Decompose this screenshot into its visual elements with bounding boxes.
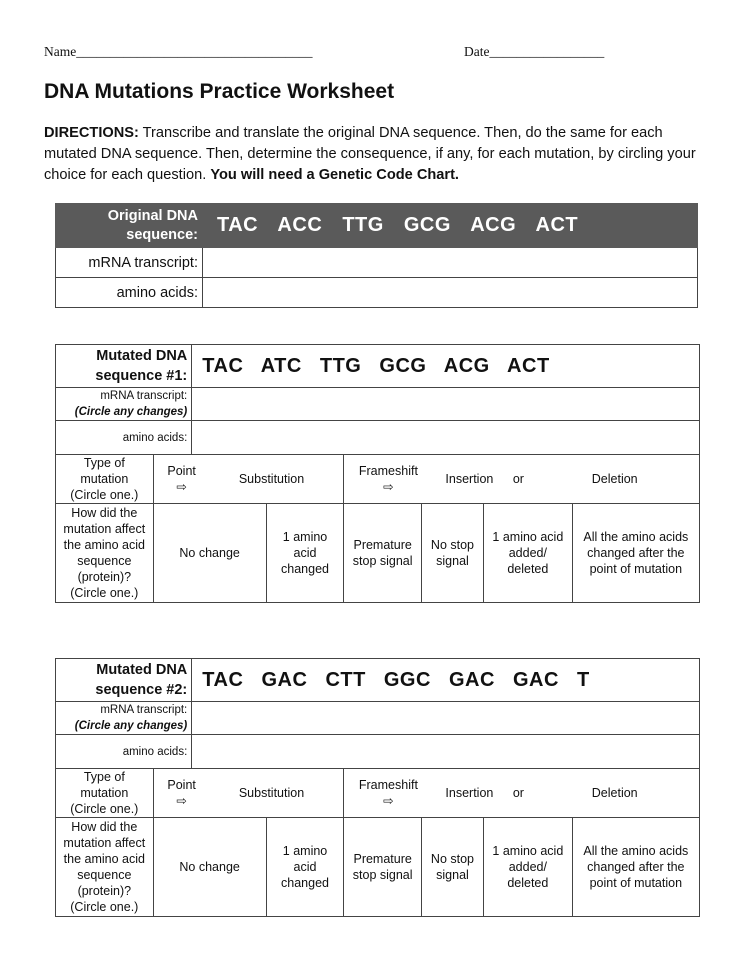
frameshift-label: Frameshift — [358, 464, 418, 478]
effect-all-changed[interactable]: All the amino acids changed after the point of mutation — [572, 818, 699, 917]
original-sequence-label: Original DNA sequence: — [56, 204, 203, 248]
mutation-table-2 — [55, 658, 700, 917]
original-dna-table — [55, 203, 698, 308]
mutation-2-mrna-label: mRNA transcript: (Circle any changes) — [56, 702, 192, 735]
directions-label: DIRECTIONS: — [44, 125, 139, 141]
directions — [44, 123, 714, 186]
arrow-icon: ⇨ — [176, 480, 187, 494]
deletion-option[interactable]: Deletion — [591, 786, 638, 800]
directions-text: Transcribe and translate the original DNA sequence. Then, do the same for each mutated DNA sequence. Then, determine the consequence, if any, for each mutation, by circling your choice for each question. — [44, 125, 696, 183]
original-sequence: TAC ACC TTG GCG ACG ACT — [203, 204, 698, 248]
mutation-table-1 — [55, 344, 700, 603]
mutation-2-point-option[interactable] — [153, 769, 344, 818]
insertion-option[interactable]: Insertion — [445, 786, 494, 800]
mutation-1-mrna-answer[interactable] — [192, 388, 700, 421]
mutation-2-frameshift-option[interactable] — [344, 769, 700, 818]
name-line: ___________________________________ — [76, 44, 313, 59]
mutation-2-mrna-answer[interactable] — [192, 702, 700, 735]
effect-no-stop[interactable]: No stop signal — [421, 818, 483, 917]
mutation-1-point-option[interactable] — [153, 455, 344, 504]
original-amino-answer[interactable] — [203, 278, 698, 308]
name-label: Name — [44, 44, 77, 59]
arrow-icon: ⇨ — [383, 794, 394, 808]
effect-amino-added-deleted[interactable]: 1 amino acid added/ deleted — [484, 818, 573, 917]
mutation-1-amino-label: amino acids: — [56, 421, 192, 455]
point-label: Point — [167, 464, 196, 478]
mutation-2-amino-label: amino acids: — [56, 735, 192, 769]
original-mrna-label: mRNA transcript: — [56, 248, 203, 278]
mutation-1-type-label: Type of mutation (Circle one.) — [56, 455, 154, 504]
page-title: DNA Mutations Practice Worksheet — [44, 80, 395, 103]
name-field[interactable] — [44, 44, 312, 60]
date-field[interactable] — [464, 44, 604, 60]
mutation-1-amino-answer[interactable] — [192, 421, 700, 455]
mutation-2-amino-answer[interactable] — [192, 735, 700, 769]
effect-premature-stop[interactable]: Premature stop signal — [344, 818, 422, 917]
mutation-2-sequence: TAC GAC CTT GGC GAC GAC T — [192, 659, 700, 702]
directions-bold: You will need a Genetic Code Chart. — [210, 167, 459, 183]
effect-no-stop[interactable]: No stop signal — [421, 504, 483, 603]
original-mrna-answer[interactable] — [203, 248, 698, 278]
effect-one-amino-changed[interactable]: 1 amino acid changed — [266, 504, 344, 603]
insertion-option[interactable]: Insertion — [445, 472, 494, 486]
frameshift-label: Frameshift — [358, 778, 418, 792]
effect-no-change[interactable]: No change — [153, 504, 266, 603]
effect-no-change[interactable]: No change — [153, 818, 266, 917]
substitution-option[interactable]: Substitution — [238, 472, 305, 486]
mutation-1-sequence: TAC ATC TTG GCG ACG ACT — [192, 345, 700, 388]
mutation-2-effect-label: How did the mutation affect the amino acid sequence (protein)? (Circle one.) — [56, 818, 154, 917]
arrow-icon: ⇨ — [383, 480, 394, 494]
arrow-icon: ⇨ — [176, 794, 187, 808]
mutation-1-sequence-label: Mutated DNA sequence #1: — [56, 345, 192, 388]
mutation-1-effect-label: How did the mutation affect the amino acid sequence (protein)? (Circle one.) — [56, 504, 154, 603]
circle-note: (Circle any changes) — [74, 406, 188, 418]
effect-amino-added-deleted[interactable]: 1 amino acid added/ deleted — [484, 504, 573, 603]
original-amino-label: amino acids: — [56, 278, 203, 308]
effect-one-amino-changed[interactable]: 1 amino acid changed — [266, 818, 344, 917]
effect-premature-stop[interactable]: Premature stop signal — [344, 504, 422, 603]
mutation-1-mrna-label: mRNA transcript: (Circle any changes) — [56, 388, 192, 421]
deletion-option[interactable]: Deletion — [591, 472, 638, 486]
mutation-2-sequence-label: Mutated DNA sequence #2: — [56, 659, 192, 702]
date-line: _________________ — [489, 44, 605, 59]
or-label: or — [512, 472, 524, 486]
or-label: or — [512, 786, 524, 800]
effect-all-changed[interactable]: All the amino acids changed after the point of mutation — [572, 504, 699, 603]
mutation-2-type-label: Type of mutation (Circle one.) — [56, 769, 154, 818]
point-label: Point — [167, 778, 196, 792]
circle-note: (Circle any changes) — [74, 720, 188, 732]
date-label: Date — [464, 44, 490, 59]
mutation-1-frameshift-option[interactable] — [344, 455, 700, 504]
substitution-option[interactable]: Substitution — [238, 786, 305, 800]
